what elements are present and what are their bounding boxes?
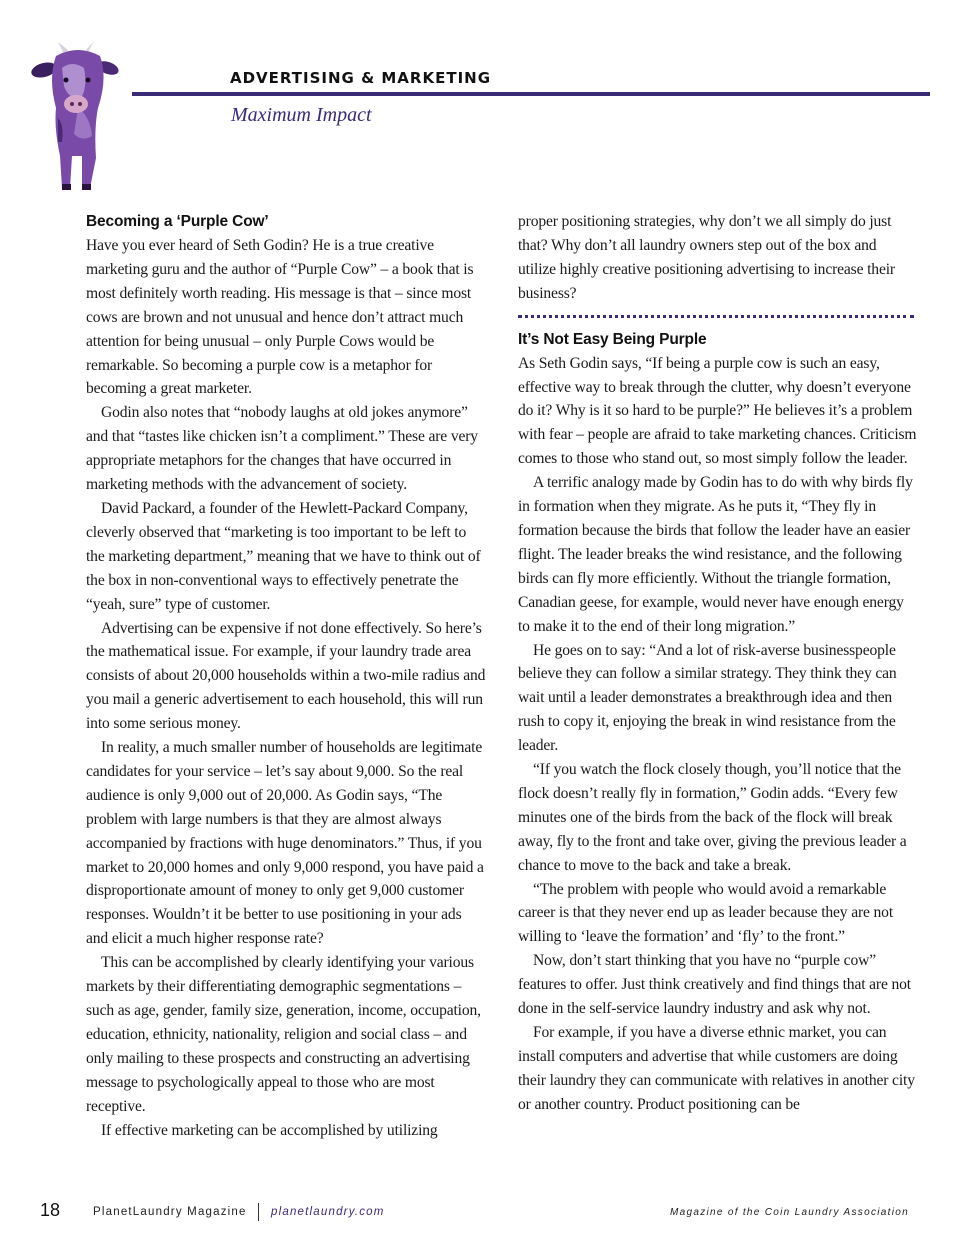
paragraph: As Seth Godin says, “If being a purple cow is such an easy, effective way to break through the clutter, why doesn’t everyone do it? Why is it so hard to be purple?” He believes it’s a problem with fear – people are afraid to take marketing chances. Criticism comes to those who stand out, so most simply follow the leader.: [518, 354, 917, 468]
magazine-name: PlanetLaundry Magazine: [93, 1206, 247, 1218]
paragraph: A terrific analogy made by Godin has to do with why birds fly in formation when they migrate. As he puts it, “They fly in formation because the birds that follow the leader have an easier flight. The leader breaks the wind resistance, and the following birds can fly more efficiently. Without the triangle formation, Canadian geese, for example, would never have enough energy to make it to the end of their long migration.”: [518, 474, 913, 635]
purple-cow-icon: [28, 38, 128, 198]
footer-separator: [258, 1203, 259, 1221]
paragraph: He goes on to say: “And a lot of risk-averse businesspeople believe they can follow a similar strategy. They think they can wait until a leader demonstrates a breakthrough idea and then rush to copy it, enjoying the break in wind resistance from the leader.: [518, 641, 897, 755]
paragraph: Now, don’t start thinking that you have no “purple cow” features to offer. Just think creatively and find things that are not done in the self-service laundry industry and ask why not.: [518, 952, 911, 1018]
paragraph: “The problem with people who would avoid a remarkable career is that they never end up as leader because they are not willing to ‘leave the formation’ and ‘fly’ to the front.”: [518, 880, 894, 946]
paragraph: Have you ever heard of Seth Godin? He is a true creative marketing guru and the author of “Purple Cow” – a book that is most definitely worth reading. His message is that – since most cows are brown and not unusual and hence don’t attract much attention for being unusual – only Purple Cows would be remarkable. So becoming a purple cow is a metaphor for becoming a great marketer.: [86, 237, 474, 398]
section-subtitle: Maximum Impact: [231, 104, 372, 126]
article-heading: Becoming a ‘Purple Cow’: [86, 213, 269, 230]
association-tagline: Magazine of the Coin Laundry Association: [670, 1207, 909, 1218]
paragraph-continuation: proper positioning strategies, why don’t we all simply do just that? Why don’t all laundry owners step out of the box and utilize highly creative positioning advertising to increase their business?: [518, 213, 895, 302]
magazine-url-link[interactable]: planetlaundry.com: [271, 1206, 385, 1218]
section-label: ADVERTISING & MARKETING: [230, 69, 492, 87]
paragraph: David Packard, a founder of the Hewlett-Packard Company, cleverly observed that “marketing is too important to be left to the marketing department,” meaning that we have to think out of the box in non-conventional ways to effectively penetrate the “yeah, sure” type of customer.: [86, 499, 481, 613]
paragraph: In reality, a much smaller number of households are legitimate candidates for your service – let’s say about 9,000. So the real audience is only 9,000 out of 20,000. As Godin says, “The problem with large numbers is that they are almost always accompanied by fractions with huge denominators.” Thus, if you market to 20,000 homes and only 9,000 respond, you have paid a disproportionate amount of money to only get 9,000 customer responses. Wouldn’t it be better to use positioning in your ads and elicit a much higher response rate?: [86, 739, 484, 948]
paragraph: This can be accomplished by clearly identifying your various markets by their differentiating demographic segmentations – such as age, gender, family size, generation, income, occupation, education, ethnicity, nationality, religion and social class – and only mailing to these prospects and constructing an advertising message to psychologically appeal to those who are most receptive.: [86, 954, 481, 1115]
dotted-divider: [518, 315, 914, 318]
header-rule: [132, 92, 930, 96]
paragraph: Godin also notes that “nobody laughs at old jokes anymore” and that “tastes like chicken isn’t a compliment.” These are very appropriate metaphors for the changes that have occurred in marketing methods with the advancement of society.: [86, 404, 478, 494]
section-heading: It’s Not Easy Being Purple: [518, 330, 707, 348]
left-column: [86, 210, 486, 1142]
page-number: 18: [40, 1200, 61, 1220]
paragraph: If effective marketing can be accomplished by utilizing: [101, 1121, 438, 1139]
paragraph: Advertising can be expensive if not done effectively. So here’s the mathematical issue. For example, if your laundry trade area consists of about 20,000 households within a two-mile radius and you mail a generic advertisement to each household, this will run into some serious money.: [86, 619, 486, 733]
right-column: [518, 210, 918, 1117]
paragraph: “If you watch the flock closely though, you’ll notice that the flock doesn’t really fly in formation,” Godin adds. “Every few minutes one of the birds from the back of the flock will break away, fly to the front and take over, giving the previous leader a chance to move to the back and take a break.: [518, 761, 907, 874]
paragraph: For example, if you have a diverse ethnic market, you can install computers and advertise that while customers are doing their laundry they can communicate with relatives in another city or another country. Product positioning can be: [518, 1024, 915, 1113]
